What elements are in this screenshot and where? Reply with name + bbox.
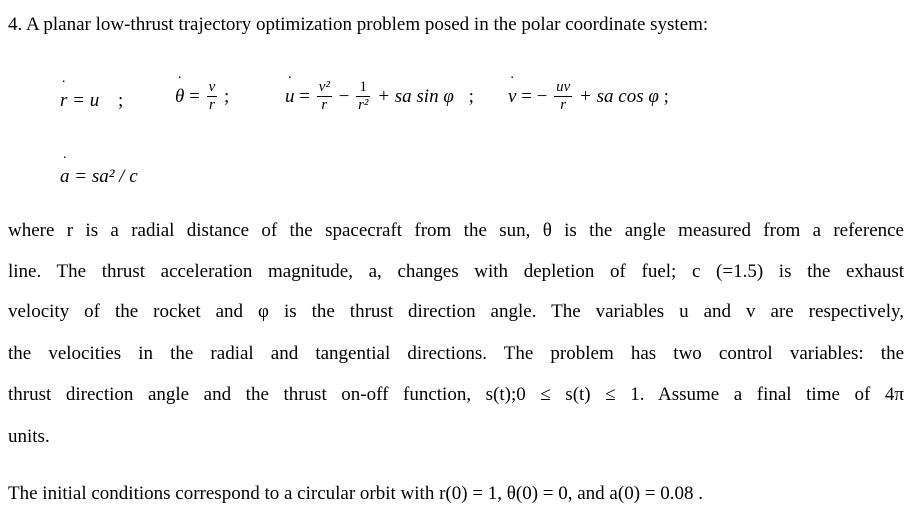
r-dot-symbol: ˙ r (60, 90, 67, 112)
v-dot-symbol: ˙ v (508, 86, 516, 108)
equation-a-dot (60, 166, 138, 188)
r-dot-rhs: = u (72, 90, 100, 111)
u-dot-numerator-1: v² (318, 79, 330, 95)
u-dot-fraction-1 (317, 79, 332, 114)
theta-dot-fraction (207, 79, 218, 114)
theta-dot-symbol: ˙ θ (175, 86, 184, 108)
paragraph-line-5: thrust direction angle and the thrust on-off function, s(t);0 ≤ s(t) ≤ 1. Assume a final time of 4π (8, 384, 904, 405)
u-dot-tail: + sa sin φ (377, 85, 454, 107)
u-dot-eq: = (299, 85, 310, 107)
v-dot-fraction (554, 79, 572, 114)
paragraph-line-4: the velocities in the radial and tangential directions. The problem has two control variables: the (8, 343, 904, 364)
problem-title: 4. A planar low-thrust trajectory optimization problem posed in the polar coordinate system: (8, 14, 709, 35)
theta-dot-eq: = (189, 85, 200, 107)
paragraph-line-2: line. The thrust acceleration magnitude, a, changes with depletion of fuel; c (=1.5) is the exhaust (8, 261, 904, 282)
u-dot-symbol: ˙ u (285, 86, 295, 108)
v-dot-tail: + sa cos φ (579, 85, 659, 107)
v-dot-numerator: uv (556, 79, 571, 95)
u-dot-denominator-1: r (321, 97, 328, 113)
equation-r-dot (60, 90, 123, 112)
equation-theta-dot (175, 80, 229, 115)
paragraph-line-6: units. (8, 426, 50, 447)
theta-dot-separator: ; (223, 85, 230, 107)
u-dot-separator: ; (468, 85, 474, 107)
a-dot-symbol: ˙ a (60, 166, 70, 188)
u-dot-denominator-2: r² (358, 97, 369, 113)
theta-dot-denominator: r (208, 97, 215, 113)
a-dot-rhs: = sa² / c (74, 166, 138, 187)
equation-u-dot (285, 80, 474, 115)
v-dot-eq: = − (521, 85, 548, 107)
u-dot-minus: − (338, 85, 350, 107)
paragraph-line-3: velocity of the rocket and φ is the thrust direction angle. The variables u and v are respectively, (8, 301, 904, 322)
equation-v-dot (508, 80, 669, 115)
u-dot-fraction-2 (356, 79, 370, 114)
r-dot-separator: ; (117, 90, 124, 111)
paragraph-line-1: where r is a radial distance of the spacecraft from the sun, θ is the angle measured from a reference (8, 220, 904, 241)
u-dot-numerator-2: 1 (356, 79, 370, 97)
v-dot-separator: ; (663, 85, 669, 107)
theta-dot-numerator: v (208, 79, 216, 95)
v-dot-denominator: r (560, 97, 567, 113)
initial-conditions: The initial conditions correspond to a circular orbit with r(0) = 1, θ(0) = 0, and a(0) = 0.08 . (8, 483, 703, 504)
